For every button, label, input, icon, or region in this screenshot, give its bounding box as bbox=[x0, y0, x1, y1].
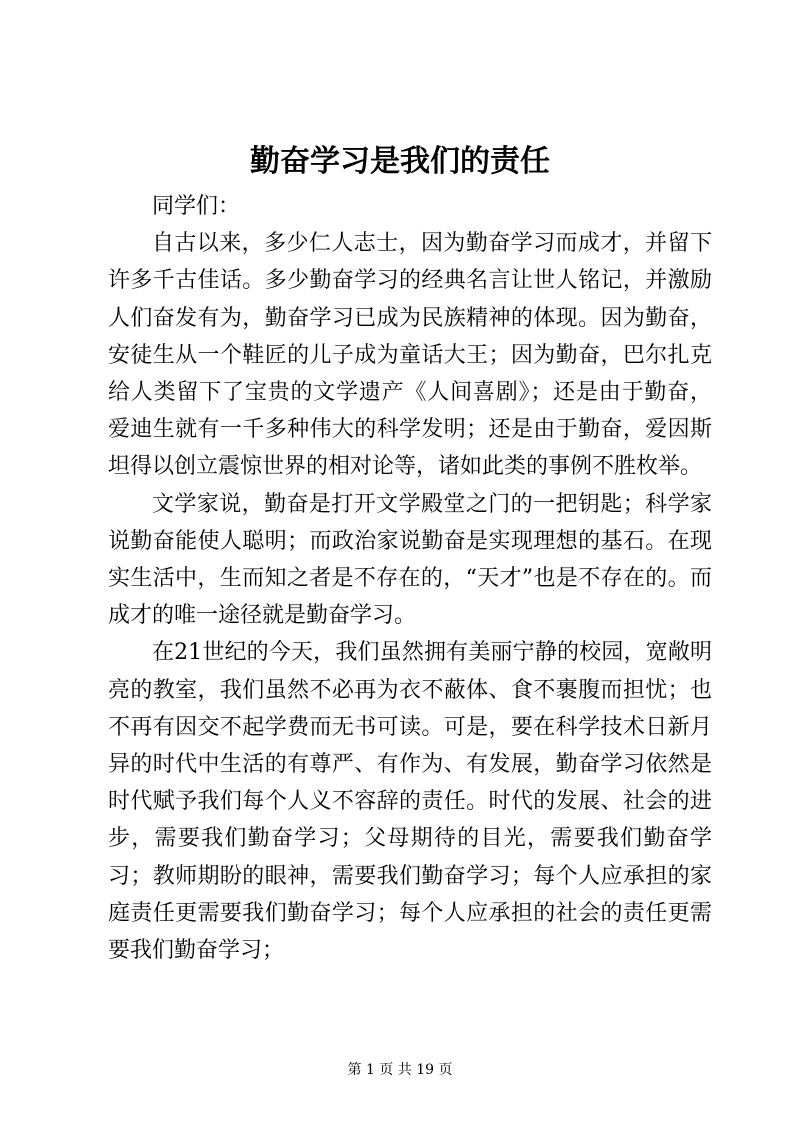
document-body bbox=[108, 188, 712, 969]
paragraph-3: 在21世纪的今天，我们虽然拥有美丽宁静的校园，宽敞明亮的教室，我们虽然不必再为衣不蔽体、食不裹腹而担忧；也不再有因交不起学费而无书可读。可是，要在科学技术日新月异的时代中生活的有尊严、有作为、有发展，勤奋学习依然是时代赋予我们每个人义不容辞的责任。时代的发展、社会的进步，需要我们勤奋学习；父母期待的目光，需要我们勤奋学习；教师期盼的眼神，需要我们勤奋学习；每个人应承担的家庭责任更需要我们勤奋学习；每个人应承担的社会的责任更需要我们勤奋学习； bbox=[108, 640, 712, 964]
paragraph-2: 文学家说，勤奋是打开文学殿堂之门的一把钥匙；科学家说勤奋能使人聪明；而政治家说勤奋是实现理想的基石。在现实生活中，生而知之者是不存在的，“天才”也是不存在的。而成才的唯一途径就是勤奋学习。 bbox=[108, 491, 712, 629]
document-title: 勤奋学习是我们的责任 bbox=[250, 144, 550, 179]
paragraph-1: 自古以来，多少仁人志士，因为勤奋学习而成才，并留下许多千古佳话。多少勤奋学习的经典名言让世人铭记，并激励人们奋发有为，勤奋学习已成为民族精神的体现。因为勤奋，安徒生从一个鞋匠的儿子成为童话大王；因为勤奋，巴尔扎克给人类留下了宝贵的文学遗产《人间喜剧》；还是由于勤奋，爱迪生就有一千多种伟大的科学发明；还是由于勤奋，爱因斯坦得以创立震惊世界的相对论等，诸如此类的事例不胜枚举。 bbox=[108, 231, 712, 480]
page-footer: 第 1 页 共 19 页 bbox=[347, 1062, 453, 1078]
salutation: 同学们： bbox=[152, 194, 241, 219]
